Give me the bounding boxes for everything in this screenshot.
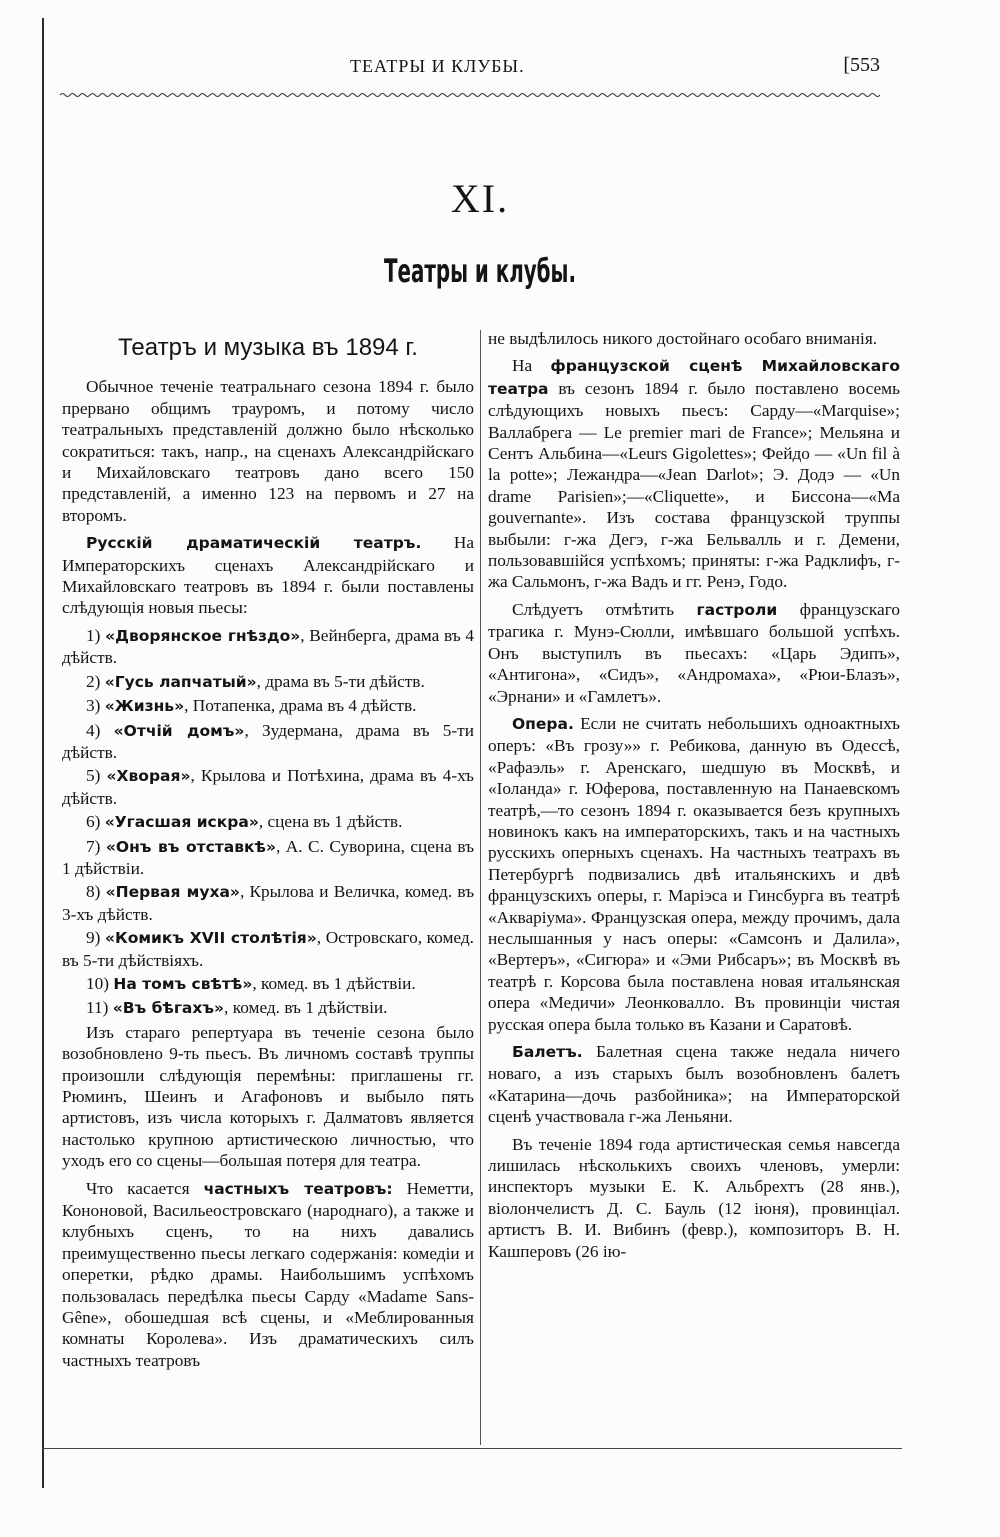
play-details: , Потапенка, драма въ 4 дѣйств. — [184, 696, 417, 716]
play-details: , Зудермана, драма въ 5-ти дѣйств. — [62, 720, 474, 762]
play-title: «Дворянское гнѣздо» — [105, 626, 301, 645]
play-details: , драма въ 5-ти дѣйств. — [256, 671, 425, 691]
item-number: 10) — [86, 973, 114, 993]
paragraph: не выдѣлилось никого достойнаго особаго вниманія. — [488, 329, 878, 348]
paragraph-text: французскаго трагика г. Мунэ-Сюлли, имѣвшаго большой успѣхъ. Онъ выступилъ въ пьесахъ: «Царь Эдипъ», «Антигона», «Сидъ», «Андромаха», «Рюи-Блазъ», «Эрнани» и «Гамлетъ». — [488, 599, 900, 706]
paragraph-text: На — [512, 356, 551, 376]
page-number: [553 — [843, 54, 880, 76]
paragraph — [62, 1178, 474, 1372]
play-title: «Первая муха» — [105, 883, 240, 902]
play-title: «Гусь лапчатый» — [104, 672, 257, 691]
item-number: 5) — [86, 766, 107, 786]
bold-heading: Балетъ. — [512, 1043, 583, 1061]
play-details: , комед. въ 1 дѣйствіи. — [224, 998, 388, 1018]
play-title: «Отчій домъ» — [113, 721, 245, 740]
play-title: «Комикъ XVII столѣтія» — [105, 929, 317, 948]
play-list-item — [62, 836, 474, 880]
bold-heading: Русскій драматическій театръ. — [86, 534, 422, 553]
bold-heading: Опера. — [512, 714, 574, 733]
paragraph-text: Неметти, Кононовой, Васильеостровскаго (народнаго), а также и клубныхъ сценъ, то на нихъ давались преимущественно пьесы легкаго содержанія: комедіи и оперетки, рѣдко драмы. Наибольшимъ успѣхомъ пользовалась передѣлка пьесы Сарду «Madame Sans-Gêne», обошедшая всѣ сцены, и «Меблированныя комнаты Королева». Изъ драматическихъ силъ частныхъ театровъ — [62, 1178, 474, 1370]
play-details: , Вейнберга, драма въ 4 дѣйств. — [62, 625, 474, 668]
play-list-item — [62, 973, 474, 995]
play-title: «Хворая» — [106, 767, 191, 786]
item-number: 8) — [86, 882, 106, 902]
play-title: «Онъ въ отставкѣ» — [105, 837, 276, 856]
play-list-item — [62, 765, 474, 809]
page-header — [60, 56, 880, 86]
play-title: На томъ свѣтѣ» — [113, 974, 253, 993]
article-title: Театръ и музыка въ 1894 г. — [118, 334, 418, 361]
paragraph-text: Если не считать небольшихъ одноактныхъ оперъ: «Въ грозу»» г. Ребикова, данную въ Одессѣ, «Рафаэль» г. Аренскаго, шедшую въ Москвѣ, и «Іоланда» г. Юферова, поставленную на Панаевскомъ театрѣ,—то сезонъ 1894 г. оказывается безъ крупныхъ новинокъ какъ на императорскихъ, такъ и на частныхъ русскихъ оперныхъ сценахъ. На частныхъ театрахъ въ Петербургѣ подвизались двѣ итальянскихъ и двѣ французскихъ оперы, г. Маріэса и Гинсбурга въ театрѣ «Акваріума». Французская опера, между прочимъ, дала неслышанныя у насъ оперы: «Самсонъ и Далила», «Вертеръ», «Сигюра» и «Эми Рибсаръ»; въ Москвѣ въ театрѣ г. Корсова была поставлена новая итальянская опера «Медичи» Леонковалло. Въ провинціи чистая русская опера была только въ Казани и Саратовѣ. — [488, 713, 900, 1034]
play-list — [62, 625, 474, 1020]
bold-heading: гастроли — [696, 600, 778, 619]
paragraph: Изъ стараго репертуара въ теченіе сезона было возобновлено 9-ть пьесъ. Въ личномъ составѣ труппы произошли слѣдующія перемѣны: приглашены гг. Рюминъ, Шеинъ и Агафоновъ и выбыло пять артистовъ, изъ числа которыхъ г. Далматовъ является настолько крупною артистическою личностью, что уходъ его со сцены—большая потеря для театра. — [62, 1022, 474, 1171]
header-wavy-rule — [60, 92, 880, 98]
item-number: 1) — [86, 625, 106, 645]
play-details: , сцена въ 1 дѣйств. — [258, 812, 403, 832]
item-number: 6) — [86, 812, 105, 832]
play-list-item — [62, 720, 474, 764]
section-title: Театры и клубы. — [383, 252, 576, 290]
item-number: 3) — [86, 696, 105, 716]
play-title: «Въ бѣгахъ» — [112, 999, 225, 1018]
play-details: , А. С. Суворина, сцена въ 1 дѣйствіи. — [62, 836, 475, 878]
play-title: «Жизнь» — [104, 697, 185, 716]
bold-heading: частныхъ театровъ: — [203, 1179, 393, 1198]
play-list-item — [62, 811, 474, 833]
running-title: ТЕАТРЫ И КЛУБЫ. — [350, 56, 525, 76]
play-details: , Островскаго, комед. въ 5-ти дѣйствіяхъ. — [62, 928, 474, 970]
paragraph — [488, 713, 900, 1035]
paragraph-text: Балетная сцена также недала ничего новаго, а изъ старыхъ былъ возобновленъ балетъ «Катарина—дочь разбойника»; на Императорской сценѣ участвовала г-жа Леньяни. — [488, 1042, 900, 1127]
play-list-item — [62, 671, 474, 693]
item-number: 2) — [86, 671, 105, 691]
right-column — [488, 328, 900, 1268]
play-list-item — [62, 625, 474, 669]
paragraph-text: Слѣдуетъ отмѣтить — [512, 599, 697, 619]
bold-heading: французской сценѣ Михайловскаго театра — [488, 357, 900, 398]
item-number: 9) — [86, 928, 106, 948]
section-number: XI. — [450, 176, 510, 221]
left-column — [62, 334, 475, 1377]
paragraph: Въ теченіе 1894 года артистическая семья навсегда лишилась нѣсколькихъ своихъ членовъ, умерли: инспекторъ музыки Е. К. Альбрехтъ (28 янв.), віолончелистъ Д. С. Бауль (12 іюня), провинціал. артистъ В. И. Вибинъ (февр.), композиторъ В. Н. Кашперовъ (26 ію- — [488, 1134, 900, 1261]
column-divider — [480, 330, 481, 1445]
paragraph-text: Что касается — [86, 1178, 204, 1198]
item-number: 11) — [86, 998, 113, 1018]
item-number: 7) — [86, 836, 106, 856]
play-details: , Крылова и Величка, комед. въ 3-хъ дѣйств. — [62, 882, 475, 924]
paragraph — [488, 1041, 900, 1128]
play-title: «Угасшая искра» — [104, 813, 259, 832]
play-list-item — [62, 997, 474, 1019]
paragraph-text: На Императорскихъ сценахъ Александрійскаго и Михайловскаго театровъ въ 1894 г. были поставлены слѣдующія новыя пьесы: — [62, 533, 474, 618]
footer-rule — [42, 1448, 902, 1449]
paragraph: Обычное теченіе театральнаго сезона 1894 г. было прервано общимъ трауромъ, и потому число театральныхъ представленій должно было нѣсколько сократиться: такъ, напр., на сценахъ Александрійскаго и Михайловскаго театровъ дано всего 150 представленій, а именно 123 на первомъ и 27 на второмъ. — [62, 377, 474, 525]
paragraph-text: въ сезонъ 1894 г. было поставлено восемь слѣдующихъ новыхъ пьесъ: Сарду—«Marquise»; Валлабрега — Le premier mari de France»; Мельяна и Сентъ Альбина—«Leurs Gigolettes»; Фейдо — «Un fil à la potte»; Лежандра—«Jean Darlot»; Э. Додэ — «Un drame Parisien»;—«Cliquette», и Биссона—«Ma gouvernante». Изъ состава французской труппы выбыли: г-жа Дегэ, г-жа Бельвалль и г. Демени, пользовавшійся успѣхомъ; приняты: г-жа Радклифъ, г-жа Сальмонъ, г-жа Вадъ и гг. Ренэ, Годо. — [488, 378, 900, 592]
paragraph — [62, 532, 474, 619]
play-list-item — [62, 927, 474, 971]
paragraph — [488, 355, 900, 592]
play-list-item — [62, 695, 474, 717]
item-number: 4) — [86, 720, 114, 740]
play-list-item — [62, 881, 474, 925]
play-details: , Крылова и Потѣхина, драма въ 4-хъ дѣйств. — [62, 766, 474, 808]
play-details: , комед. въ 1 дѣйствіи. — [252, 973, 416, 993]
paragraph — [488, 599, 900, 707]
